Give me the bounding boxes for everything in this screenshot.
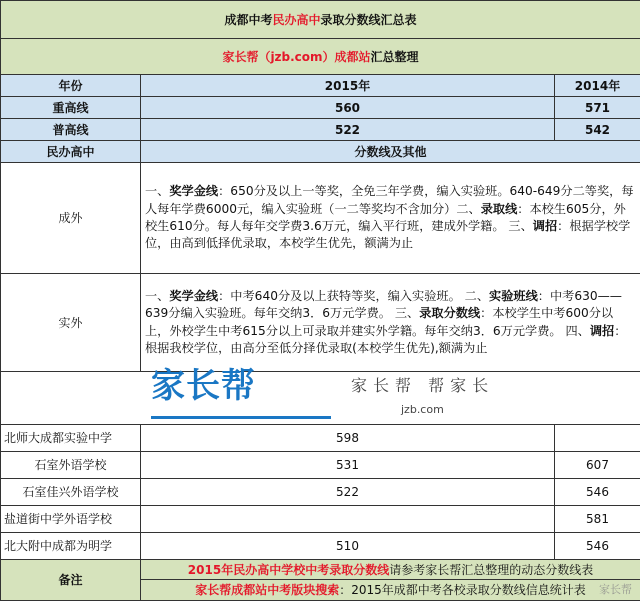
school-row [1,506,640,533]
zhonggao-label: 重高线 [1,97,141,119]
subtitle-source: 家长帮（jzb.com）成都站 [222,49,371,64]
school-name: 北大附中成都为明学 [1,533,141,560]
school-name: 石室外语学校 [1,452,141,479]
chengwai-text-2: ：650分及以上一等奖，全免三年学费，编入实验班。640-649分二等奖，每人每年学费6000元，编入实验班（一二等奖均不含加分）二、 [145,184,634,216]
logo: 家长帮 [151,366,256,406]
shiwai-key-1: 奖学金线 [169,288,219,303]
logo-slogan: 家长帮 帮家长 [351,376,495,395]
logo-banner [1,366,640,425]
private-header-right: 分数线及其他 [141,141,640,163]
header-2014: 2014年 [555,75,640,97]
shiwai-key-3: 录取分数线 [419,306,481,321]
notes-line-2-text: ：2015年成都中考各校录取分数线信息统计表 [339,583,586,597]
notes-line-1-text: 请参考家长帮汇总整理的动态分数线表 [389,562,594,577]
school-row [1,479,640,506]
shiwai-name: 实外 [1,274,141,372]
chengwai-text-1: 一、 [145,184,170,199]
school-2015: 510 [141,533,555,560]
notes-line-1 [141,560,640,580]
school-2015: 598 [141,425,555,452]
title-pre: 成都中考 [224,12,273,27]
notes-line-2 [141,580,640,601]
chengwai-key-1: 奖学金线 [169,184,219,199]
subtitle-post: 汇总整理 [370,49,419,64]
pugao-row [1,119,640,141]
school-2015 [141,506,555,533]
chengwai-text-4: ：根据学校学位，由高到低择优录取，本校学生优先，额满为止 [145,219,631,251]
shiwai-row [1,274,640,372]
school-2014: 607 [555,452,640,479]
zhonggao-2015: 560 [141,97,555,119]
shiwai-text-4: ：本校学生中考600分以上，外校学生中考615分以上可录取并建实外学籍。每年交纳3．6万元学费。 四、 [145,306,614,338]
logo-row [1,372,640,425]
school-name: 盐道街中学外语学校 [1,506,141,533]
private-header-left: 民办高中 [1,141,141,163]
pugao-2014: 542 [555,119,640,141]
school-2014: 546 [555,479,640,506]
logo-url: jzb.com [401,403,444,416]
chengwai-desc [141,163,640,274]
page-subtitle [1,39,640,75]
header-row [1,75,640,97]
watermark: 家长帮 [599,583,633,596]
school-row [1,452,640,479]
logo-underline [151,416,331,419]
school-2014: 546 [555,533,640,560]
shiwai-text-1: 一、 [145,288,170,303]
shiwai-key-2: 实验班线 [489,288,538,303]
title-post: 录取分数线汇总表 [320,12,417,27]
notes-row [1,560,640,580]
notes-line-2-highlight: 家长帮成都站中考版块搜索 [195,583,340,597]
page-title [1,1,640,39]
chengwai-row [1,163,640,274]
shiwai-text-2: ：中考640分及以上获特等奖，编入实验班。 二、 [218,288,490,303]
shiwai-text-5: ：根据我校学位，由高分至低分择优录取(本校学生优先),额满为止 [145,323,627,355]
shiwai-desc [141,274,640,372]
shiwai-key-4: 调招 [589,323,615,338]
school-row [1,533,640,560]
subtitle-row [1,39,640,75]
school-2015: 531 [141,452,555,479]
title-row [1,1,640,39]
header-year: 年份 [1,75,141,97]
shiwai-text-3: ：中考630——639分编入实验班。每年交纳3．6万元学费。 三、 [145,288,622,321]
title-highlight: 民办高中 [272,12,321,27]
chengwai-text-3: ：本校生605分，外校生610分。每人每年交学费3.6万元，编入平行班，建成外学籍。 三、 [145,201,626,233]
chengwai-key-3: 调招 [532,219,558,233]
school-2015: 522 [141,479,555,506]
zhonggao-row [1,97,640,119]
school-row [1,425,640,452]
notes-line-1-highlight: 2015年民办高中学校中考录取分数线 [187,562,390,577]
school-2014: 581 [555,506,640,533]
school-name: 北师大成都实验中学 [1,425,141,452]
pugao-label: 普高线 [1,119,141,141]
chengwai-name: 成外 [1,163,141,274]
header-2015: 2015年 [141,75,555,97]
pugao-2015: 522 [141,119,555,141]
school-2014 [555,425,640,452]
notes-label: 备注 [1,560,141,601]
private-header-row [1,141,640,163]
chengwai-key-2: 录取线 [480,201,518,216]
zhonggao-2014: 571 [555,97,640,119]
school-name: 石室佳兴外语学校 [1,479,141,506]
